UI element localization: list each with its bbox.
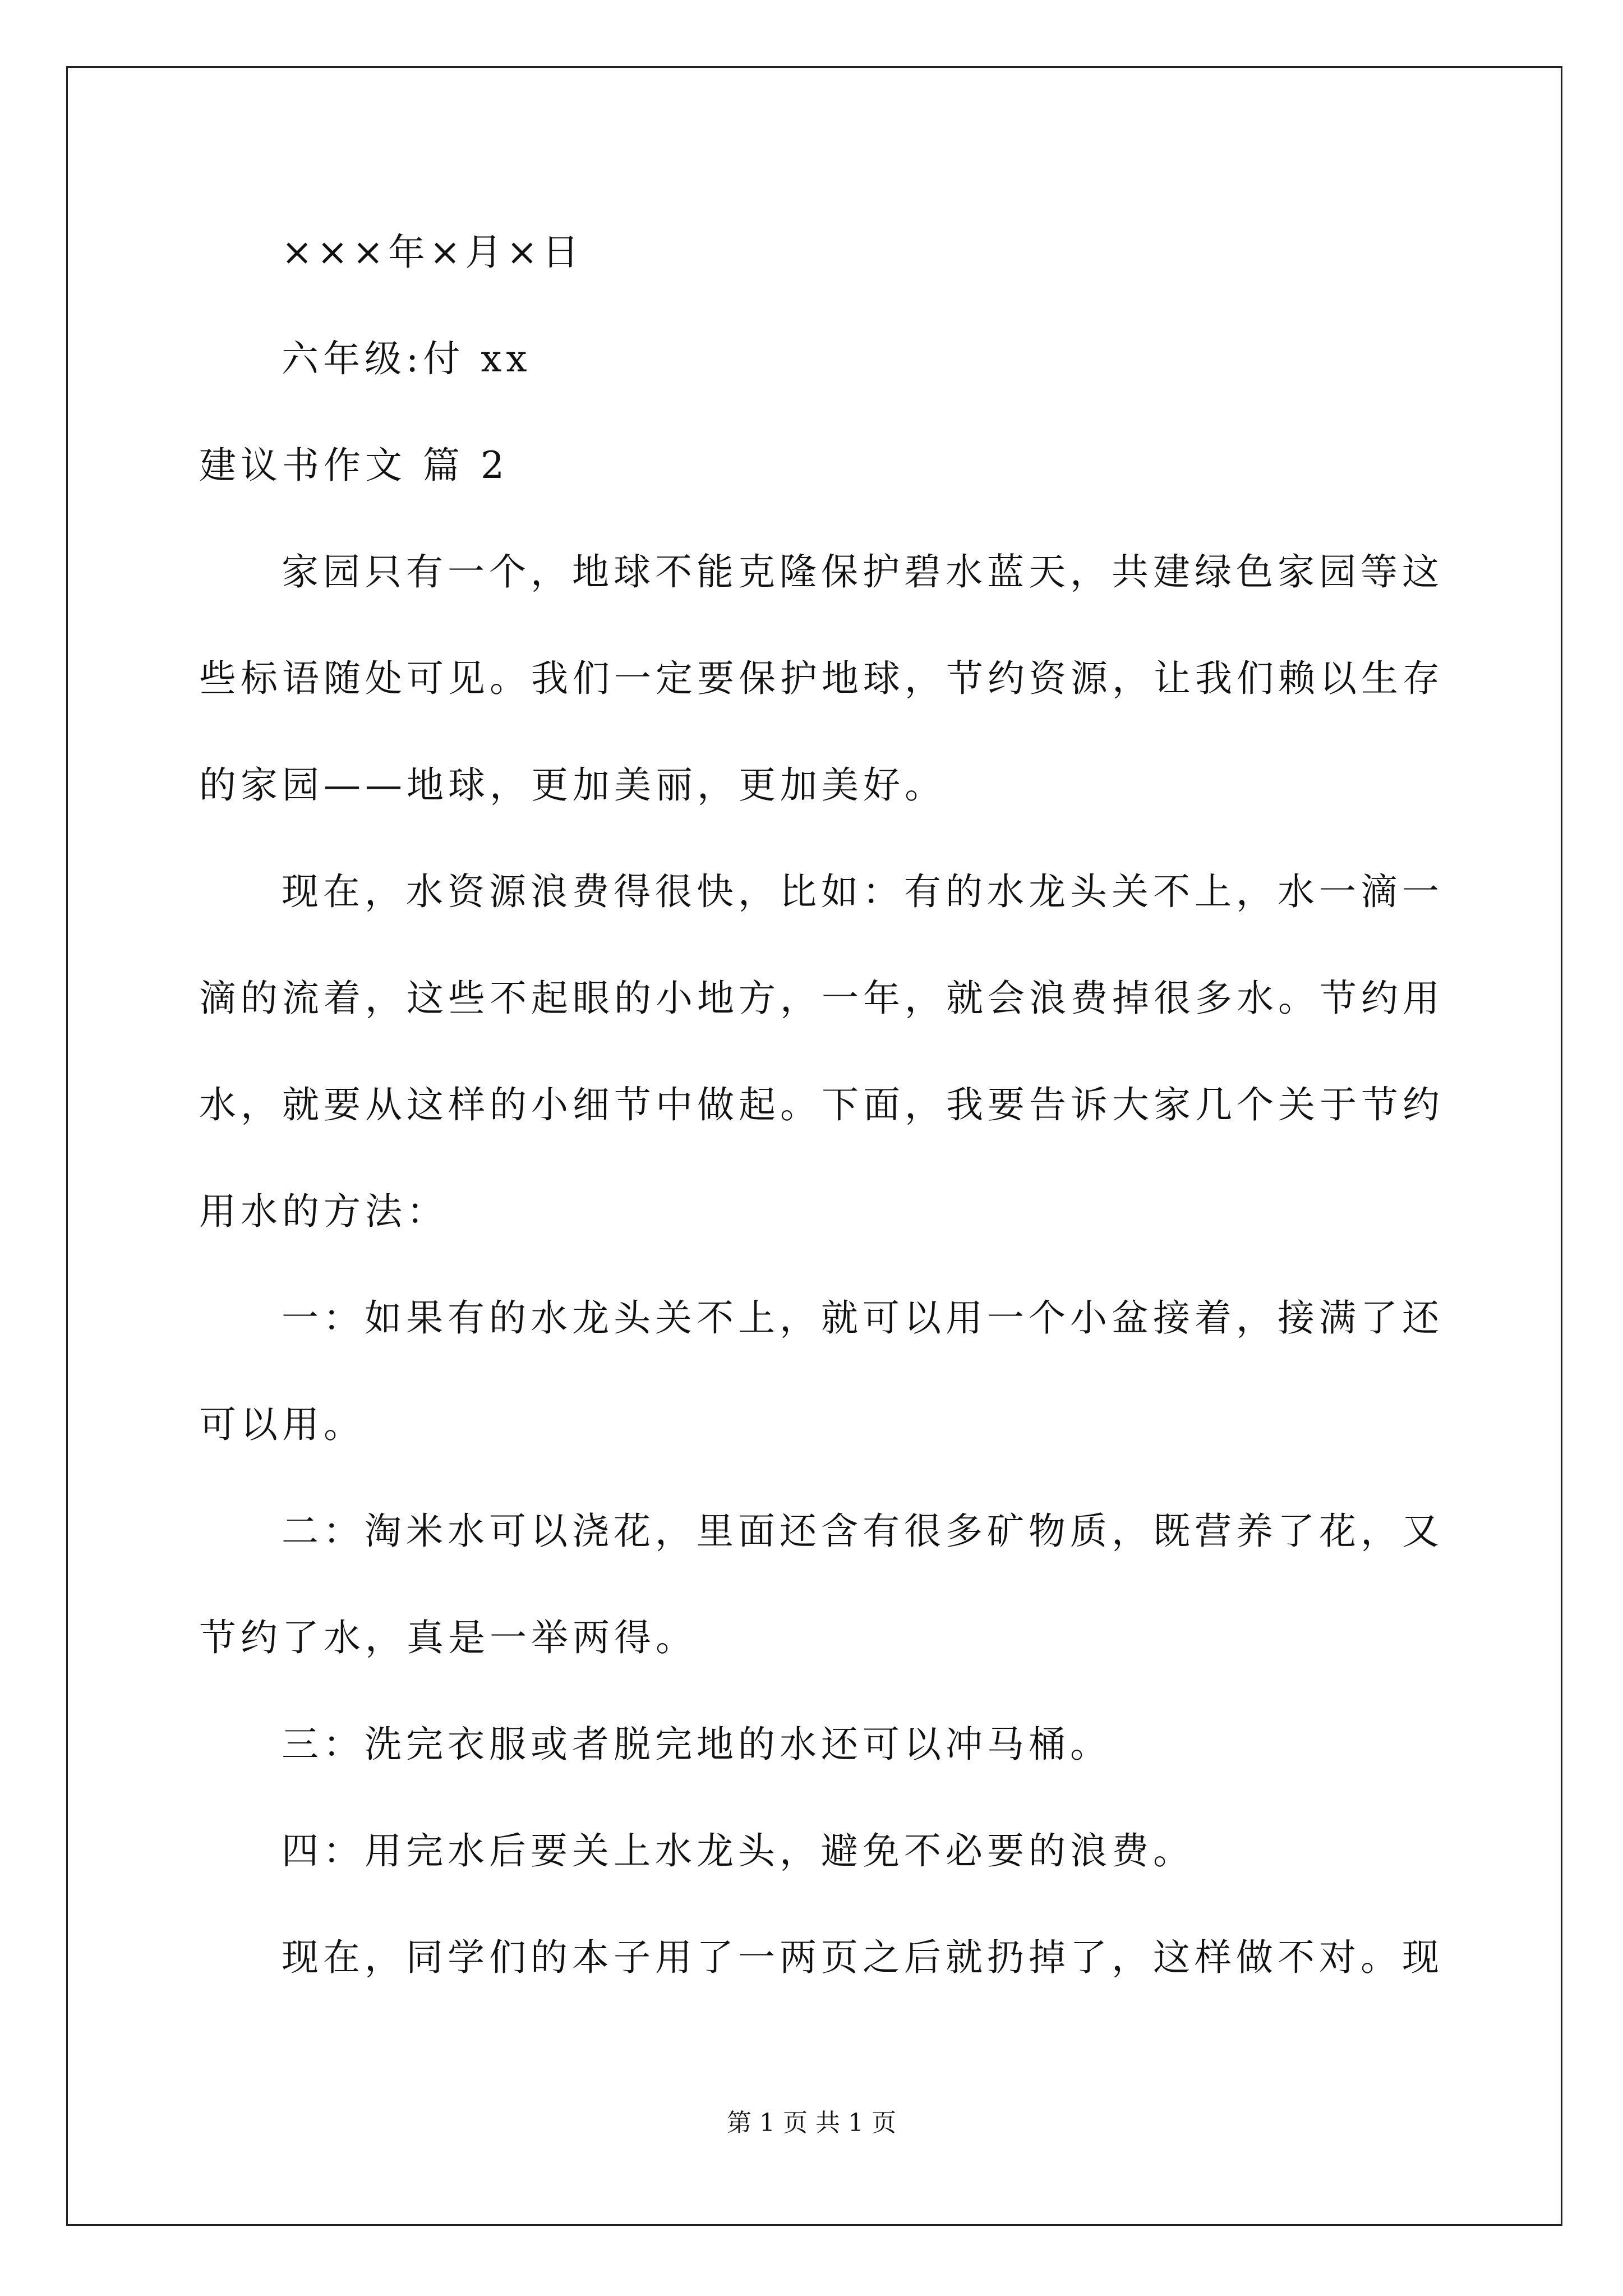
body-line: 滴的流着，这些不起眼的小地方，一年，就会浪费掉很多水。节约用 [199,977,1444,1020]
body-line: 现在，同学们的本子用了一两页之后就扔掉了，这样做不对。现 [282,1936,1444,1979]
body-line: 四：用完水后要关上水龙头，避免不必要的浪费。 [282,1829,1195,1872]
body-line: 水，就要从这样的小细节中做起。下面，我要告诉大家几个关于节约 [199,1083,1444,1126]
page-footer: 第 1 页 共 1 页 [727,2109,896,2137]
body-line: 一：如果有的水龙头关不上，就可以用一个小盆接着，接满了还 [282,1296,1444,1340]
body-line: 家园只有一个，地球不能克隆保护碧水蓝天，共建绿色家园等这 [282,550,1444,593]
date-line: ×××年×月×日 [282,231,584,274]
signature-line: 六年级:付 xx [282,337,532,380]
body-line: 用水的方法： [199,1190,448,1233]
body-line: 现在，水资源浪费得很快，比如：有的水龙头关不上，水一滴一 [282,870,1444,913]
body-line: 的家园——地球，更加美丽，更加美好。 [199,763,946,807]
body-line: 三：洗完衣服或者脱完地的水还可以冲马桶。 [282,1723,1112,1766]
body-line: 些标语随处可见。我们一定要保护地球，节约资源，让我们赖以生存 [199,657,1444,700]
body-line: 节约了水，真是一举两得。 [199,1616,697,1659]
section-heading: 建议书作文 篇 2 [199,444,509,487]
body-line: 可以用。 [199,1403,365,1446]
body-line: 二：淘米水可以浇花，里面还含有很多矿物质，既营养了花，又 [282,1510,1444,1553]
page-border [66,66,1562,2226]
